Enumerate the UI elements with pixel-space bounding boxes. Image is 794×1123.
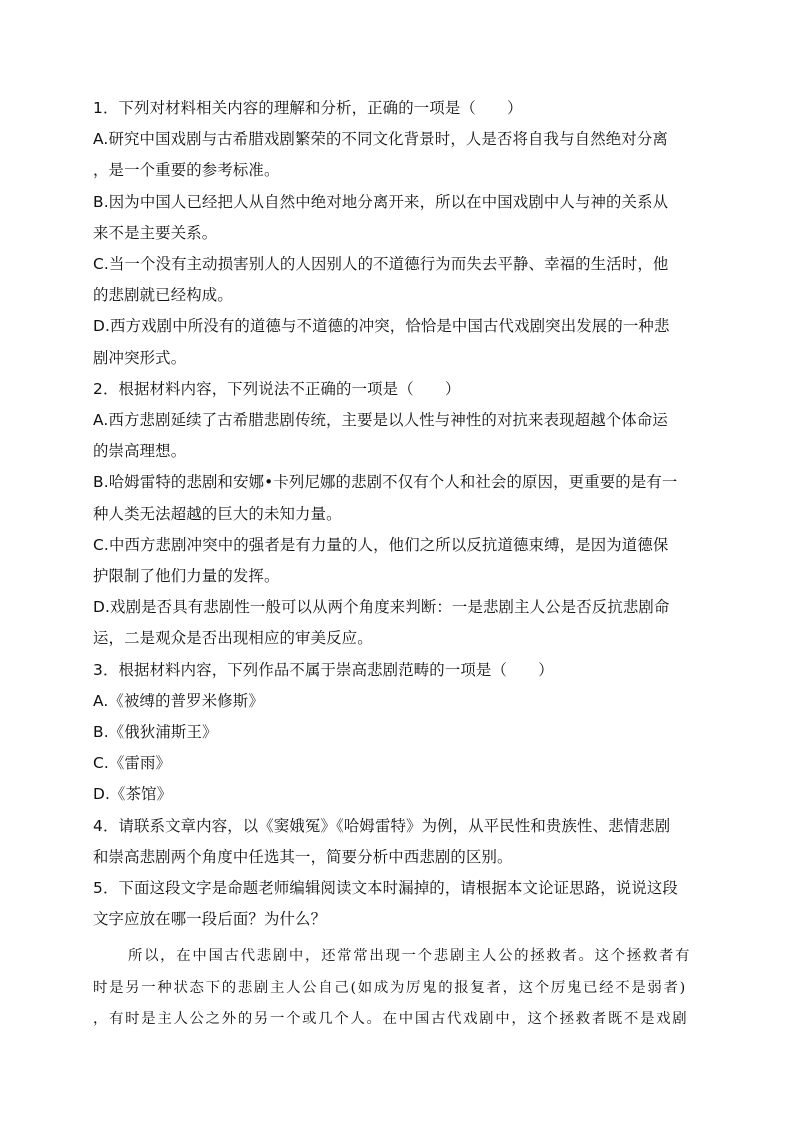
question-5 (93, 873, 703, 935)
document-page (93, 93, 703, 1035)
question-stem: 4．请联系文章内容，以《窦娥冤》《哈姆雷特》为例，从平民性和贵族性、悲情悲剧 (93, 816, 671, 835)
question-stem: 5．下面这段文字是命题老师编辑阅读文本时漏掉的，请根据本文论证思路，说说这段 (93, 879, 678, 898)
option-line: A.研究中国戏剧与古希腊戏剧繁荣的不同文化背景时，人是否将自我与自然绝对分离 (93, 130, 668, 149)
question-stem: 文字应放在哪一段后面？为什么？ (93, 910, 327, 929)
quote-line: ，有时是主人公之外的另一个或几个人。在中国古代戏剧中，这个拯救者既不是戏剧 (93, 1010, 689, 1027)
option-b (93, 467, 703, 529)
option-b: B.《俄狄浦斯王》 (93, 723, 218, 742)
option-line: B.因为中国人已经把人从自然中绝对地分离开来，所以在中国戏剧中人与神的关系从 (93, 192, 669, 211)
option-line: 的崇高理想。 (93, 442, 187, 461)
option-d (93, 311, 703, 373)
question-2 (93, 374, 703, 655)
option-line: C.中西方悲剧冲突中的强者是有力量的人，他们之所以反抗道德束缚，是因为道德保 (93, 535, 669, 554)
quoted-passage (93, 941, 703, 1035)
option-a (93, 405, 703, 467)
quote-line: 所以，在中国古代悲剧中，还常常出现一个悲剧主人公的拯救者。这个拯救者有 (128, 948, 692, 965)
option-line: 剧冲突形式。 (93, 348, 187, 367)
option-line: 护限制了他们力量的发挥。 (93, 567, 280, 586)
option-a (93, 124, 703, 186)
question-stem: 和崇高悲剧两个角度中任选其一，简要分析中西悲剧的区别。 (93, 847, 513, 866)
option-line: D.戏剧是否具有悲剧性一般可以从两个角度来判断：一是悲剧主人公是否反抗悲剧命 (93, 598, 670, 617)
option-line: 种人类无法超越的巨大的未知力量。 (93, 504, 342, 523)
option-line: 运，二是观众是否出现相应的审美反应。 (93, 629, 373, 648)
option-b (93, 187, 703, 249)
option-c: C.《雷雨》 (93, 754, 172, 773)
option-line: C.当一个没有主动损害别人的人因别人的不道德行为而失去平静、幸福的生活时，他 (93, 255, 669, 274)
option-c (93, 530, 703, 592)
question-3 (93, 655, 703, 811)
question-stem: 1．下列对材料相关内容的理解和分析，正确的一项是（ ） (93, 99, 523, 117)
option-line: 的悲剧就已经构成。 (93, 286, 233, 305)
option-line: 来不是主要关系。 (93, 223, 218, 242)
option-line: B.哈姆雷特的悲剧和安娜•卡列尼娜的悲剧不仅有个人和社会的原因，更重要的是有一 (93, 473, 678, 492)
question-stem: 3．根据材料内容，下列作品不属于崇高悲剧范畴的一项是（ ） (93, 660, 554, 679)
option-line: A.西方悲剧延续了古希腊悲剧传统，主要是以人性与神性的对抗来表现超越个体命运 (93, 411, 668, 430)
question-1 (93, 93, 703, 374)
question-stem: 2．根据材料内容，下列说法不正确的一项是（ ） (93, 379, 461, 398)
option-c (93, 249, 703, 311)
option-d: D.《茶馆》 (93, 785, 173, 804)
option-d (93, 592, 703, 654)
quote-line: 时是另一种状态下的悲剧主人公自己(如成为厉鬼的报复者，这个厉鬼已经不是弱者) (93, 979, 687, 996)
option-a: A.《被缚的普罗米修斯》 (93, 691, 264, 710)
question-4 (93, 811, 703, 873)
option-line: D.西方戏剧中所没有的道德与不道德的冲突，恰恰是中国古代戏剧突出发展的一种悲 (93, 317, 670, 336)
option-line: ，是一个重要的参考标准。 (93, 161, 280, 180)
